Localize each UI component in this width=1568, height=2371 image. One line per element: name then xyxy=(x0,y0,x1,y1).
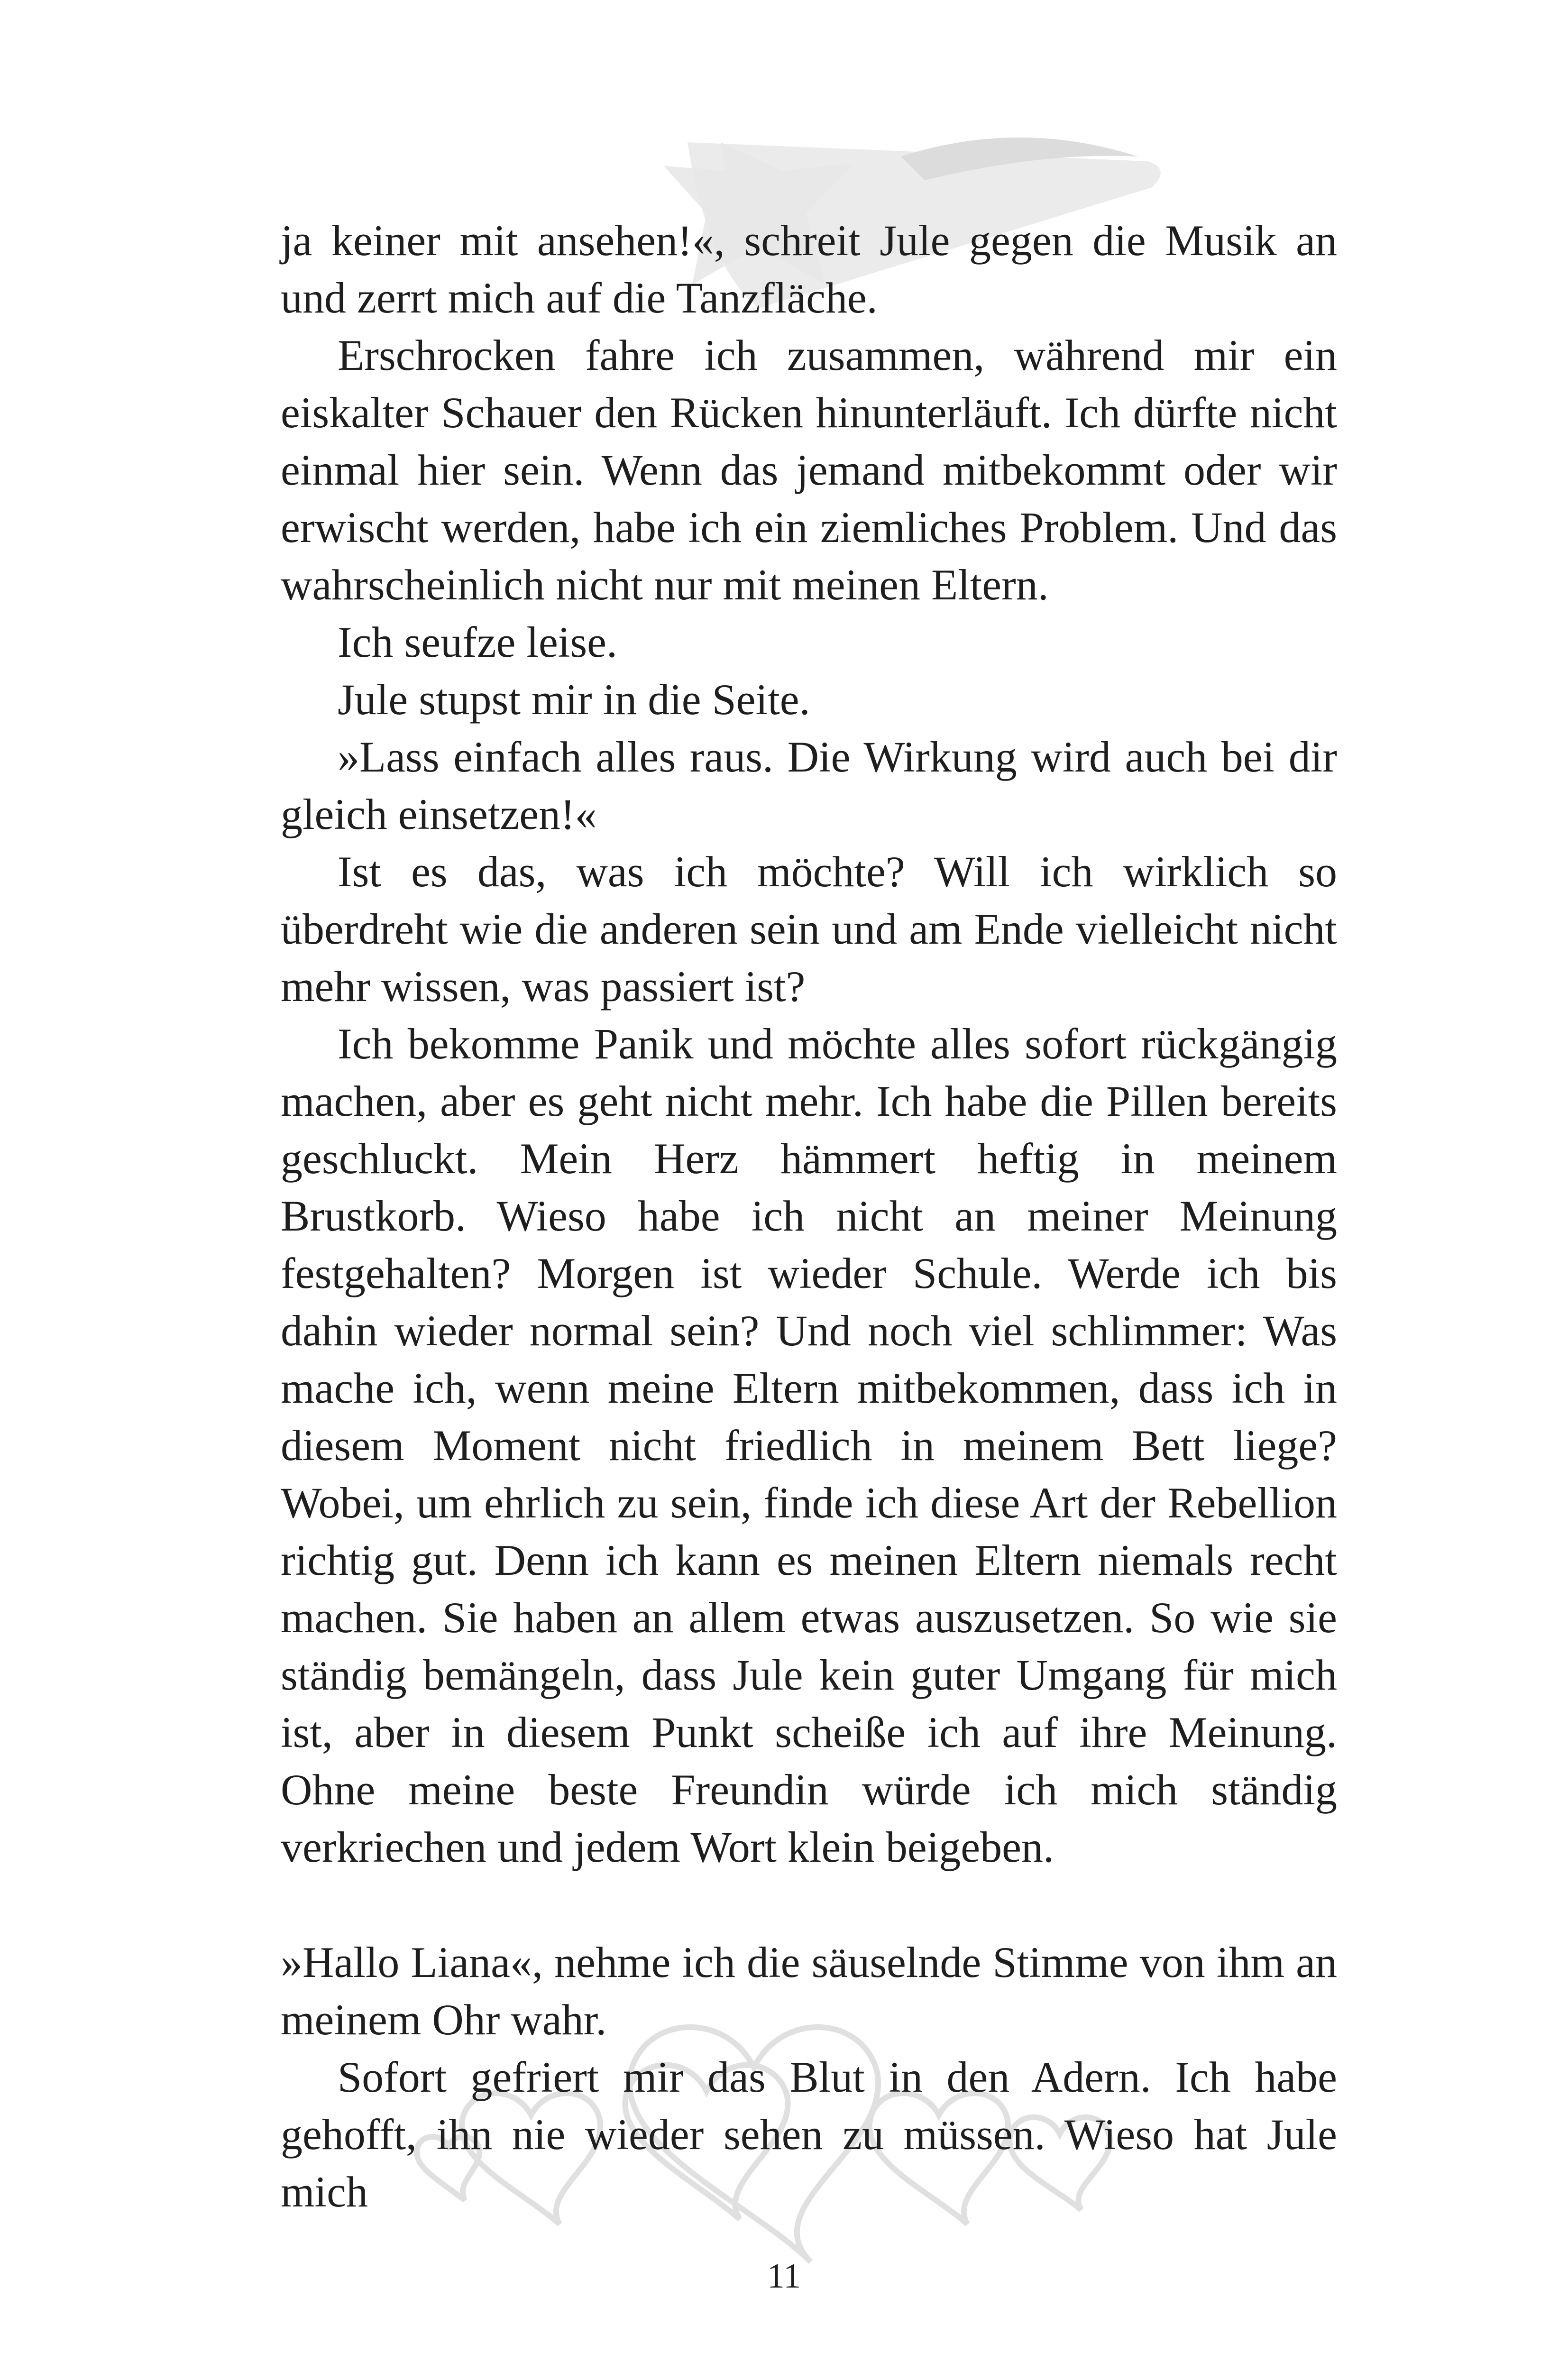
paragraph: ja keiner mit ansehen!«, schreit Jule gegen die Musik an und zerrt mich auf die Tanzfläche. xyxy=(281,216,1337,322)
page-number: 11 xyxy=(767,2257,801,2296)
paragraph: Erschrocken fahre ich zusammen, während mir ein eiskalter Schauer den Rücken hinunterläuft. Ich dürfte nicht einmal hier sein. Wenn das jemand mitbekommt oder wir erwischt werden, habe ich ein ziemliches Problem. Und das wahrscheinlich nicht nur mit meinen Eltern. xyxy=(281,331,1337,609)
scene-text-block xyxy=(281,1934,1337,2221)
paragraph: Ist es das, was ich möchte? Will ich wirklich so überdreht wie die anderen sein und am Ende vielleicht nicht mehr wissen, was passiert ist? xyxy=(281,847,1337,1011)
paragraph: Ich seufze leise. xyxy=(338,618,618,666)
paragraph: »Hallo Liana«, nehme ich die säuselnde Stimme von ihm an meinem Ohr wahr. xyxy=(281,1938,1337,2044)
paragraph: Ich bekomme Panik und möchte alles sofort rückgängig machen, aber es geht nicht mehr. Ich habe die Pillen bereits geschluckt. Mein Herz hämmert heftig in meinem Brustkorb. Wieso habe ich nicht an meiner Meinung festgehalten? Morgen ist wieder Schule. Werde ich bis dahin wieder normal sein? Und noch viel schlimmer: Was mache ich, wenn meine Eltern mitbekommen, dass ich in diesem Moment nicht friedlich in meinem Bett liege? Wobei, um ehrlich zu sein, finde ich diese Art der Rebellion richtig gut. Denn ich kann es meinen Eltern niemals recht machen. Sie haben an allem etwas auszusetzen. So wie sie ständig bemängeln, dass Jule kein guter Umgang für mich ist, aber in diesem Punkt scheiße ich auf ihre Meinung. Ohne meine beste Freundin würde ich mich ständig verkriechen und jedem Wort klein beigeben. xyxy=(281,1020,1337,1871)
paragraph: Jule stupst mir in die Seite. xyxy=(338,675,810,724)
paragraph: Sofort gefriert mir das Blut in den Adern. Ich habe gehofft, ihn nie wieder sehen zu müssen. Wieso hat Jule mich xyxy=(281,2053,1337,2216)
main-text-block xyxy=(281,212,1337,1876)
paragraph: »Lass einfach alles raus. Die Wirkung wird auch bei dir gleich einsetzen!« xyxy=(281,733,1337,838)
